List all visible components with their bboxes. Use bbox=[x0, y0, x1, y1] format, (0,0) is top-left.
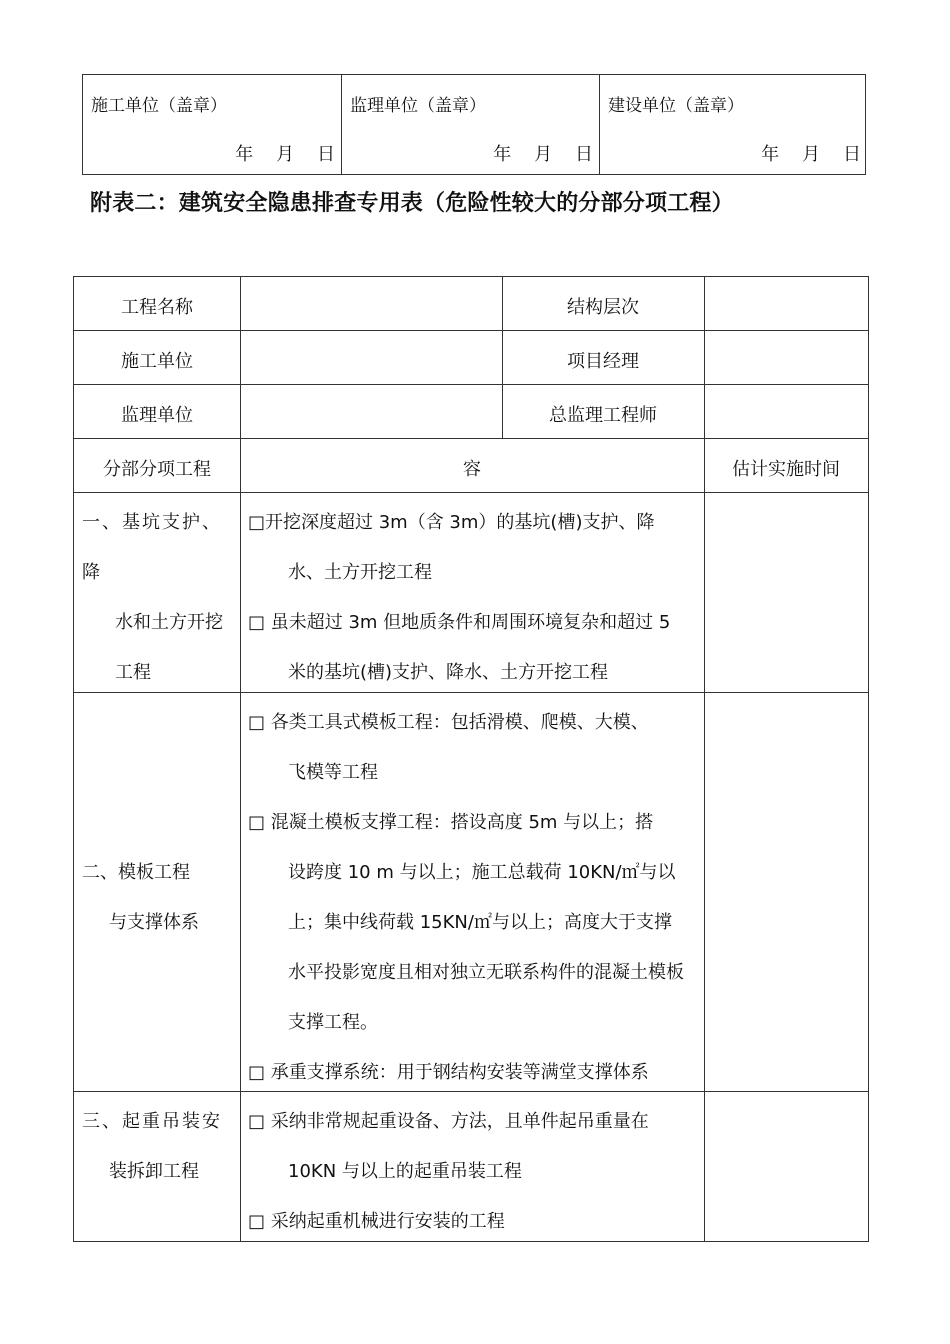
structure-label: 结构层次 bbox=[567, 297, 639, 318]
section-name-line: 三、起重吊装安 bbox=[82, 1111, 222, 1132]
project-name-label: 工程名称 bbox=[121, 297, 193, 318]
estimated-time-field[interactable] bbox=[704, 493, 868, 692]
hazard-inspection-table bbox=[73, 276, 869, 1242]
section-name-line: 工程 bbox=[115, 662, 151, 683]
chief-supervisor-label: 总监理工程师 bbox=[549, 405, 657, 426]
checkbox-item-text[interactable]: □ 采纳非常规起重设备、方法，且单件起吊重量在 bbox=[248, 1111, 649, 1132]
section-name-line: 二、模板工程 bbox=[82, 862, 190, 883]
checkbox-item-text[interactable]: □ 虽未超过 3m 但地质条件和周围环境复杂和超过 5 bbox=[248, 612, 671, 633]
project-manager-field[interactable] bbox=[704, 331, 868, 384]
section-name-line: 降 bbox=[82, 562, 100, 583]
supervision-unit-stamp-label: 监理单位（盖章） bbox=[350, 96, 486, 116]
checkbox-item-text: 10KN 与以上的起重吊装工程 bbox=[288, 1161, 522, 1182]
project-manager-label: 项目经理 bbox=[567, 351, 639, 372]
checkbox-item-text: 支撑工程。 bbox=[288, 1012, 378, 1033]
construction-unit-stamp-label: 施工单位（盖章） bbox=[91, 96, 227, 116]
checkbox-item-text: 飞模等工程 bbox=[288, 762, 378, 783]
estimated-time-field[interactable] bbox=[704, 693, 868, 1091]
column-header-estimated-time: 估计实施时间 bbox=[732, 459, 840, 480]
construction-unit-cell bbox=[83, 75, 342, 174]
construction-unit-label: 施工单位 bbox=[121, 351, 193, 372]
owner-unit-cell bbox=[600, 75, 867, 174]
column-header-content: 容 bbox=[463, 459, 481, 480]
checkbox-item-text[interactable]: □ 混凝土模板支撑工程：搭设高度 5m 与以上；搭 bbox=[248, 812, 654, 833]
section-name-line: 水和土方开挖 bbox=[115, 612, 223, 633]
section-name-line: 一、基坑支护、 bbox=[82, 512, 222, 533]
project-name-field[interactable] bbox=[240, 277, 502, 330]
construction-unit-field[interactable] bbox=[240, 331, 502, 384]
construction-unit-date: 年 月 日 bbox=[235, 144, 335, 165]
checkbox-item-text[interactable]: □ 各类工具式模板工程：包括滑模、爬模、大模、 bbox=[248, 712, 649, 733]
row-divider bbox=[74, 438, 868, 439]
checkbox-item-text: 水、土方开挖工程 bbox=[288, 562, 432, 583]
section-name-line: 与支撑体系 bbox=[109, 912, 199, 933]
chief-supervisor-field[interactable] bbox=[704, 385, 868, 438]
page-title: 附表二：建筑安全隐患排查专用表（危险性较大的分部分项工程） bbox=[90, 191, 734, 216]
supervision-unit-field[interactable] bbox=[240, 385, 502, 438]
checkbox-item-text: 米的基坑(槽)支护、降水、土方开挖工程 bbox=[288, 662, 609, 683]
checkbox-item-text: 水平投影宽度且相对独立无联系构件的混凝土模板 bbox=[288, 962, 684, 983]
structure-field[interactable] bbox=[704, 277, 868, 330]
checkbox-item-text[interactable]: □ 采纳起重机械进行安装的工程 bbox=[248, 1211, 505, 1232]
signature-table bbox=[82, 74, 866, 175]
owner-unit-date: 年 月 日 bbox=[761, 144, 861, 165]
estimated-time-field[interactable] bbox=[704, 1092, 868, 1241]
checkbox-item-text[interactable]: □开挖深度超过 3m（含 3m）的基坑(槽)支护、降 bbox=[248, 512, 655, 533]
column-header-subproject: 分部分项工程 bbox=[103, 459, 211, 480]
checkbox-item-text: 上；集中线荷载 15KN/㎡与以上；高度大于支撑 bbox=[288, 912, 672, 933]
supervision-unit-cell bbox=[342, 75, 600, 174]
section-name-line: 装拆卸工程 bbox=[109, 1161, 199, 1182]
supervision-unit-date: 年 月 日 bbox=[493, 144, 593, 165]
checkbox-item-text: 设跨度 10 m 与以上；施工总载荷 10KN/㎡与以 bbox=[288, 862, 676, 883]
supervision-unit-label: 监理单位 bbox=[121, 405, 193, 426]
checkbox-item-text[interactable]: □ 承重支撑系统：用于钢结构安装等满堂支撑体系 bbox=[248, 1062, 649, 1083]
owner-unit-stamp-label: 建设单位（盖章） bbox=[608, 96, 744, 116]
